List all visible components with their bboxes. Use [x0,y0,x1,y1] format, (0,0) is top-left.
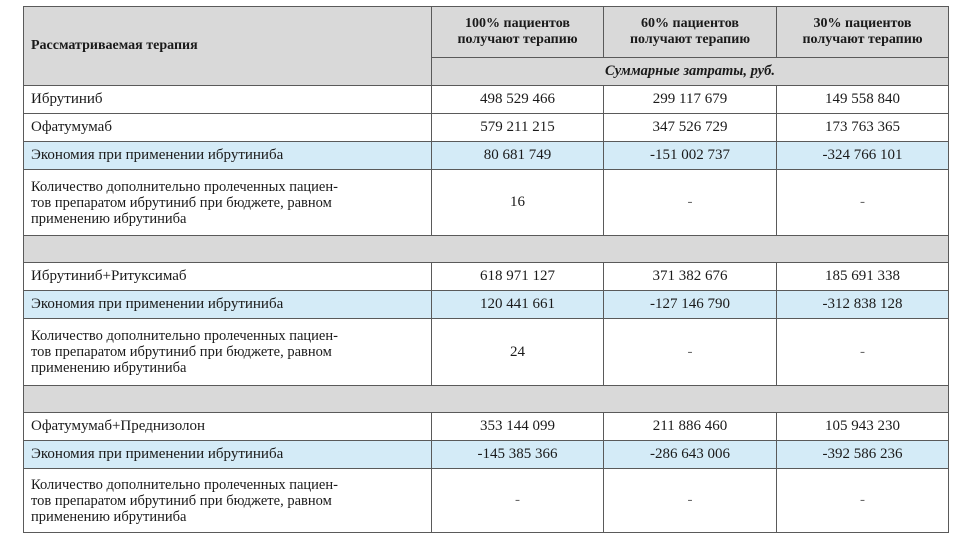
cost-table-container [23,6,949,533]
row-label-line: Количество дополнительно пролеченных пациен- [31,178,338,195]
header-60-line2: получают терапию [629,32,751,47]
table-row [24,114,949,142]
cell-value: -324 766 101 [777,142,949,170]
extra-patients-row [24,170,949,236]
cell-value: - [777,170,949,236]
table-row [24,413,949,441]
cost-comparison-table [23,6,949,533]
cell-value: 24 [432,319,604,386]
row-label-line: применению ибрутиниба [31,360,187,376]
cell-value: 371 382 676 [604,263,777,291]
row-label-line: Количество дополнительно пролеченных пациен- [31,328,338,344]
header-100-percent [432,7,604,58]
cell-value: -392 586 236 [777,441,949,469]
cell-value: 120 441 661 [432,291,604,319]
header-30-line2: получают терапию [802,32,923,47]
cell-value: 185 691 338 [777,263,949,291]
savings-row [24,441,949,469]
row-label: Экономия при применении ибрутиниба [24,291,432,319]
row-label-line: применению ибрутиниба [31,508,187,525]
cell-value: -127 146 790 [604,291,777,319]
row-label-line: применению ибрутиниба [31,210,187,227]
row-label: Офатумумаб+Преднизолон [24,413,432,441]
cell-value: 579 211 215 [432,114,604,142]
table-row [24,86,949,114]
row-label-line: тов препаратом ибрутиниб при бюджете, равном [31,344,332,360]
table-row [24,263,949,291]
header-100-line2: получают терапию [457,32,578,47]
header-60-line1: 60% пациентов [641,16,739,31]
cell-value: - [777,469,949,533]
header-30-percent [777,7,949,58]
row-label [24,170,432,236]
cell-value: 173 763 365 [777,114,949,142]
group-separator [24,236,949,263]
header-60-percent [604,7,777,58]
separator-cell [24,236,949,263]
subheader-total-costs: Суммарные затраты, руб. [432,58,949,86]
cell-value: 149 558 840 [777,86,949,114]
header-30-line1: 30% пациентов [813,16,912,31]
header-therapy: Рассматриваемая терапия [24,7,432,86]
cell-value: -145 385 366 [432,441,604,469]
row-label-line: Количество дополнительно пролеченных пациен- [31,476,338,493]
cell-value: 347 526 729 [604,114,777,142]
row-label: Экономия при применении ибрутиниба [24,441,432,469]
cell-value: 105 943 230 [777,413,949,441]
header-100-line1: 100% пациентов [465,16,570,31]
cell-value: -151 002 737 [604,142,777,170]
cell-value: 618 971 127 [432,263,604,291]
group-separator [24,386,949,413]
row-label-line: тов препаратом ибрутиниб при бюджете, равном [31,492,332,509]
cell-value: - [604,469,777,533]
row-label [24,469,432,533]
cell-value: 498 529 466 [432,86,604,114]
savings-row [24,142,949,170]
cell-value: - [777,319,949,386]
header-row [24,7,949,58]
cell-value: 16 [432,170,604,236]
cell-value: 353 144 099 [432,413,604,441]
row-label: Ибрутиниб+Ритуксимаб [24,263,432,291]
separator-cell [24,386,949,413]
cell-value: -286 643 006 [604,441,777,469]
cell-value: 211 886 460 [604,413,777,441]
cell-value: -312 838 128 [777,291,949,319]
row-label: Ибрутиниб [24,86,432,114]
row-label: Офатумумаб [24,114,432,142]
extra-patients-row [24,319,949,386]
cell-value: - [604,319,777,386]
cell-value: - [432,469,604,533]
cell-value: 299 117 679 [604,86,777,114]
cell-value: - [604,170,777,236]
row-label [24,319,432,386]
savings-row [24,291,949,319]
extra-patients-row [24,469,949,533]
row-label: Экономия при применении ибрутиниба [24,142,432,170]
row-label-line: тов препаратом ибрутиниб при бюджете, равном [31,194,332,211]
cell-value: 80 681 749 [432,142,604,170]
